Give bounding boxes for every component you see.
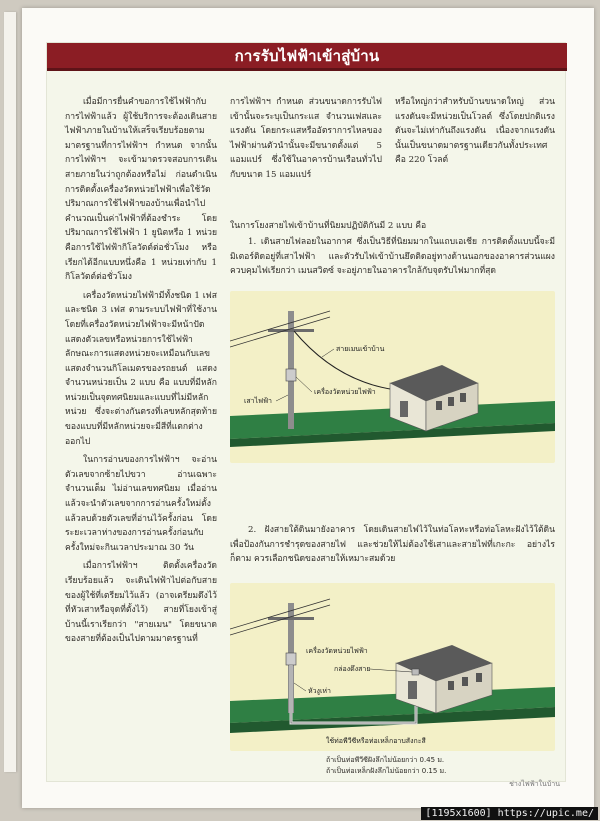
pole-crossarm <box>268 329 314 332</box>
method-1-text <box>230 235 555 279</box>
house-door <box>408 681 417 699</box>
main-line-wire <box>294 331 406 391</box>
label-pipe: ใช้ท่อพีวีซีหรือท่อเหล็กอาบสังกะสี <box>326 737 426 745</box>
label-meter: เครื่องวัดหน่วยไฟฟ้า <box>314 388 376 396</box>
label-pole: เสาไฟฟ้า <box>244 397 272 405</box>
label-junction-box: กล่องดึงสาย <box>334 665 371 673</box>
paragraph: 1. เดินสายไฟลอยในอากาศ ซึ่งเป็นวิธีที่นิยมมากในแถบเอเชีย การติดตั้งแบบนี้จะมีมิเตอร์ติดอยู่ที่เสาไฟฟ้า และตัวรับไฟเข้าบ้านยึดติดอยู่ทางด้านนอกของอาคารส่วนแผงควบคุมไฟเรียกว่า เมนสวิตซ์ จะอยู่ภายในอาคารใกล้กับจุดรับไฟมากที่สุด <box>230 237 555 277</box>
label-depth-steel: ถ้าเป็นท่อเหล็กฝังลึกไม่น้อยกว่า 0.15 ม. <box>326 767 447 775</box>
label-main-line: สายเมนเข้าบ้าน <box>336 345 385 353</box>
underground-wiring-illustration <box>230 583 555 751</box>
methods-intro: ในการโยงสายไฟเข้าบ้านที่นิยมปฏิบัติกันมี 2 แบบ คือ <box>230 221 427 231</box>
house-door <box>400 401 408 417</box>
method-2-text <box>230 523 555 567</box>
title-bar <box>47 43 567 71</box>
article-panel <box>46 42 566 782</box>
column-2 <box>230 95 382 187</box>
paragraph: หรือใหญ่กว่าสำหรับบ้านขนาดใหญ่ ส่วนแรงดันจะมีหน่วยเป็นโวลต์ ซึ่งโดยปกติแรงดันจะไม่เท่ากันถึงแรงดัน เนื่องจากแรงดันนั้นเป็นขนาดมาตรฐานเดียวกันทั้งประเทศ คือ 220 โวลต์ <box>395 97 555 166</box>
label-weatherhead: หัวงูเห่า <box>308 687 331 695</box>
meter-box <box>286 653 296 665</box>
paragraph: ในการอ่านของการไฟฟ้าฯ จะอ่านตัวเลขจากซ้ายไปขวา อ่านเฉพาะจำนวนเต็ม ไม่อ่านเลขทศนิยม เมื่ออ่านแล้วจะนำตัวเลขจากการอ่านครั้งใหม่ตั้งแล้วลบด้วยตัวเลขที่อ่านไว้ครั้งก่อน โดยระยะเวลาห่างของการอ่านครั้งก่อนกับครั้งใหม่จะกินเวลาประมาณ 30 วัน <box>65 455 217 553</box>
paragraph: การไฟฟ้าฯ กำหนด ส่วนขนาดการรับไฟเข้านั้นจะระบุเป็นกระแส จำนวนเฟสและแรงดัน โดยกระแสหรืออัตราการไหลของไฟฟ้าผ่านตัวนำนั้นจะมีขนาดตั้งแต่ 5 แอมแปร์ ซึ่งใช้ในอาคารบ้านเรือนทั่วไป กับขนาด 15 แอมแปร์ <box>230 97 382 180</box>
magazine-page <box>22 8 594 808</box>
overhead-wiring-illustration <box>230 291 555 463</box>
article-title: การรับไฟฟ้าเข้าสู่บ้าน <box>234 46 380 65</box>
column-3 <box>395 95 555 172</box>
page-footer: ช่างไฟฟ้าในบ้าน <box>509 780 560 788</box>
figure-1-drawing <box>230 291 555 463</box>
label-depth-pvc: ถ้าเป็นท่อพีวีซีฝังลึกไม่น้อยกว่า 0.45 ม. <box>326 756 445 764</box>
junction-box <box>412 669 419 675</box>
column-1 <box>65 95 217 651</box>
paragraph: เมื่อการไฟฟ้าฯ ติดตั้งเครื่องวัดเรียบร้อยแล้ว จะเดินไฟฟ้าไปต่อกับสายของผู้ใช้ที่เตรียมไว้แล้ว (อาจเตรียมดึงไว้ที่หัวเสาหรือจุดที่ตั้งไว้) สายที่โยงเข้าสู่บ้านนี้เราเรียกว่า "สายเมน" โดยขนาดของสายที่ต้องเป็นไปตามมาตรฐานที่ <box>65 561 217 645</box>
depth-notes-text <box>230 755 555 777</box>
label-meter: เครื่องวัดหน่วยไฟฟ้า <box>306 647 368 655</box>
paragraph: เครื่องวัดหน่วยไฟฟ้ามีทั้งชนิด 1 เฟสและชนิด 3 เฟส ตามระบบไฟฟ้าที่ใช้งาน โดยที่เครื่องวัดหน่วยไฟฟ้าจะมีหน้าปัดแสดงตัวเลขหรือหน่วยการใช้ไฟฟ้า ลักษณะการแสดงหน่วยจะเหมือนกับเลขแสดงจำนวนกิโลเมตรของรถยนต์ แสดงจำนวนหน่วยเป็น 2 แบบ คือ แบบที่มีหลักหน่วยเป็นจุดทศนิยมและแบบที่ไม่มีหลักหน่วย ซึ่งจะต่างกันตรงที่เลขหลักสุดท้ายของแบบที่มีหลักหน่วยจะมีสีที่แตกต่างออกไป <box>65 290 217 447</box>
pole-crossarm <box>268 617 314 620</box>
meter-box <box>286 369 296 381</box>
paragraph: เมื่อมีการยื่นคำขอการใช้ไฟฟ้ากับการไฟฟ้าแล้ว ผู้ใช้บริการจะต้องเดินสายไฟฟ้าภายในบ้านให้เสร็จเรียบร้อยตามมาตรฐานที่การไฟฟ้าฯ กำหนด จากนั้นการไฟฟ้าฯ จะเข้ามาตรวจสอบการเดินสายภายในว่าถูกต้องหรือไม่ ก่อนดำเนินการติดตั้งเครื่องวัดหน่วยไฟฟ้าเพื่อใช้วัดปริมาณการใช้ไฟฟ้าของบ้านเพื่อนำไปคำนวณเป็นค่าไฟฟ้าที่ต้องชำระ โดยปริมาณการใช้ไฟฟ้า 1 ยูนิตหรือ 1 หน่วย คือการใช้ไฟฟ้ากิโลวัตต์ต่อชั่วโมง หรือเรียกได้อีกแบบหนึ่งคือ 1 หน่วยเท่ากับ 1 กิโลวัตต์ต่อชั่วโมง <box>65 97 217 283</box>
previous-page-edge <box>4 12 16 772</box>
figure-2-drawing <box>230 583 555 751</box>
watermark: [1195x1600] https://upic.me/ <box>421 807 598 820</box>
paragraph: 2. ฝังสายใต้ดินมายังอาคาร โดยเดินสายไฟไว้ในท่อโลหะหรือท่อโลหะฝังไว้ใต้ดิน เพื่อป้องกันการชำรุดของสายไฟ และช่วยให้ไม่ต้องใช้เสาและสายไฟที่เกะกะ อย่างไรก็ตาม ควรเลือกชนิดของสายให้เหมาะสมด้วย <box>230 525 555 565</box>
